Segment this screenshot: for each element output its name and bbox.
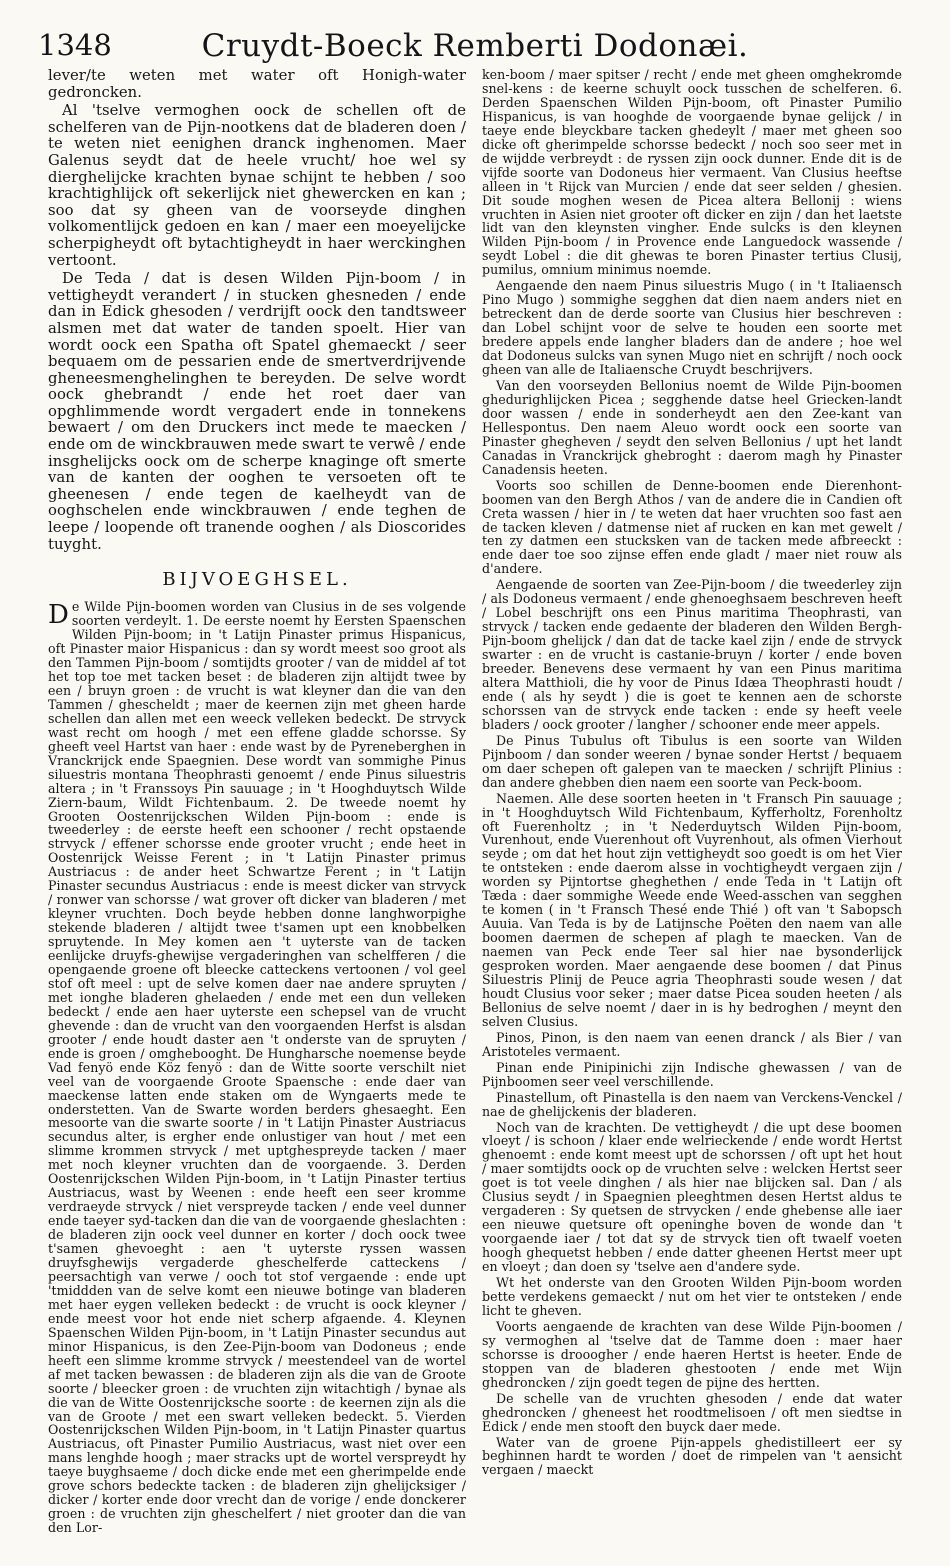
paragraph: Water van de groene Pijn-appels ghedistilleert eer sy beghinnen hardt te worden / doet de rimpelen van 't aensicht vergaen / maeckt bbox=[482, 1434, 902, 1478]
addendum-paragraph: De Wilde Pijn-boomen worden van Clusius in de ses volgende soorten verdeylt. 1. De eerste noemt hy Eersten Spaenschen Wilden Pijn-boom; in 't Latijn Pinaster primus Hispanicus, oft Pinaster maior Hispanicus : dan sy wordt meest soo groot als den Tammen Pijn-boom / somtijdts grooter / van de middel af tot het top toe met tacken beset : de bladeren zijn altijdt twee by een / bruyn groen : de vrucht is wat kleyner dan die van den Tammen / ghescheldt ; maer de keernen zijn met gheen harde schellen dan allen met een weeck velleken bedeckt. De strvyck wast recht om hoogh / met een effene gladde schorsse. Sy gheeft veel Hartst van haer : ende wast by de Pyreneberghen in Vranckrijck ende Spaegnien. Dese wordt van sommighe Pinus siluestris montana Theophrasti genoemt / ende Pinus siluestris altera ; in 't Franssoys Pin sauuage ; in 't Hooghduytsch Wilde Ziern-baum, Wildt Fichtenbaum. 2. De tweede noemt hy Grooten Oostenrijckschen Wilden Pijn-boom : ende is tweederley : de eerste heeft een schooner / recht opstaende strvyck / effener schorsse ende grooter vrucht ; ende heet in Oostenrijck Weisse Ferent ; in 't Latijn Pinaster primus Austriacus : de ander heet Schwartze Ferent ; in 't Latijn Pinaster secundus Austriacus : ende is meest dicker van strvyck / ronwer van schorsse / wat grover oft dicker van bladeren / met kleyner vruchten. Doch beyde hebben donne langhworpighe stekende bladeren / altijdt twee t'samen upt een knobbelken spruytende. In Mey komen aen 't uyterste van de tacken eenlijcke druyfs-ghewijse vergaderinghen van schelfferen / die opengaende groene oft bleecke catteckens vertoonen / vol geel stof oft meel : upt de selve komen daer nae andere spruyten / met ionghe bladeren ghelaeden / ende met een dun velleken bedeckt / ende aen haer uyterste een schepsel van de vrucht ghevende : dan de vrucht van den voorgaenden Herfst is alsdan grooter / ende houdt daster aen 't onderste van de spruyten / ende is groen / omghebooght. De Hungharsche noemense beyde Vad fenyö ende Köz fenyö : dan de Witte soorte verschilt niet veel van de voorgaende Groote Spaensche : ende daer van maeckense latten ende staken om de Wyngaerts mede te onderstetten. Van de Swarte worden berders ghesaeght. Een mesoorte van die swarte soorte / in 't Latijn Pinaster Austriacus secundus alter, is ergher ende onlustiger van hout / met een slimme krommen strvyck / met uptghespreyde tacken / maer met noch kleyner vruchten dan de voorgaende. 3. Derden Oostenrijckschen Wilden Pijn-boom, in 't Latijn Pinaster tertius Austriacus, wast by Weenen : ende heeft een seer kromme verdraeyde strvyck / niet verspreyde tacken / ende veel dunner ende taeyer syd-tacken dan die van de voorgaende gheslachten : de bladeren zijn oock veel dunner en korter / doch oock twee t'samen ghevoeght : aen 't uyterste ryssen wassen druyfsghewijs vergaderde gheschelferde catteckens / peersachtigh van verwe / ooch tot stof vergaende : ende upt 'tmiddden van de selve komt een nieuwe botinge van bladeren met haer eygen velleken bedeckt : de vrucht is oock kleyner / ende meest voor hot ende niet scherp afgaende. 4. Kleynen Spaenschen Wilden Pijn-boom, in 't Latijn Pinaster secundus aut minor Hispanicus, is den Zee-Pijn-boom van Dodoneus ; ende heeft een slimme kromme strvyck / meestendeel van de wortel af met tacken bewassen : de bladeren zijn als die van de Groote soorte / bleecker groen : de vruchten zijn witachtigh / bynae als die van de Witte Oostenrijcksche soorte : de keernen zijn als die van de Groote / met een swart velleken bedeckt. 5. Vierden Oostenrijckschen Wilden Pijn-boom, in 't Latijn Pinaster quartus Austriacus, oft Pinaster Pumilio Austriacus, wast niet over een mans lenghde hoogh ; maer stracks upt de wortel verspreydt hy taeye buyghsaeme / doch dicke ende met een gherimpelde ende grove schors bedeckte tacken : de bladeren zijn ghelijcksiger / dicker / korter ende door vrecht dan de vorige / ende donckerer groen : de vruchten zijn gheschelfert / niet grooter dan die van den Lor- bbox=[48, 599, 466, 1536]
paragraph: Van den voorseyden Bellonius noemt de Wilde Pijn-boomen ghedurighlijcken Picea ; segghende datse heel Griecken-landt door wassen / ende in sonderheydt aen den Zee-kant van Hellespontus. Den naem Aleuo wordt oock een soorte van Pinaster ghegheven / seydt den selven Bellonius / upt het landt Canadas in Vranckrijck ghebroght : daerom magh hy Pinaster Canadensis heeten. bbox=[482, 377, 902, 477]
paragraph: lever/te weten met water oft Honigh-water gedroncken. bbox=[48, 67, 466, 101]
left-column bbox=[48, 68, 466, 1537]
paragraph: Al 'tselve vermoghen oock de schellen oft de schelferen van de Pijn-nootkens dat de bladeren doen / te weten niet eenighen dranck inghenomen. Maer Galenus seydt dat de heele vrucht/ hoe wel sy dierghelijcke krachten bynae schijnt te hebben / soo krachtighlijck oft sekerlijck niet ghewercken en kan ; soo dat sy gheen van de voorseyde dinghen volkomentlijck gedoen en kan / maer een moeyelijcke scherpigheydt oft bytachtigheydt in haer werckinghen vertoont. bbox=[48, 102, 466, 269]
paragraph: De schelle van de vruchten ghesoden / ende dat water ghedroncken / gheneest het roodtmelisoen / oft men siedtse in Edick / ende men stooft den buyck daer mede. bbox=[482, 1390, 902, 1434]
page-header bbox=[0, 0, 950, 64]
paragraph: Pinastellum, oft Pinastella is den naem van Verckens-Venckel / nae de ghelijckenis der bladeren. bbox=[482, 1089, 902, 1119]
paragraph: De Teda / dat is desen Wilden Pijn-boom / in vettigheydt verandert / in stucken ghesneden / ende dan in Edick ghesoden / verdrijft oock den tandtsweer alsmen met dat water de tanden spoelt. Hier van wordt oock een Spatha oft Spatel ghemaeckt / seer bequaem om de pessarien ende de smertverdrijvende gheneesmenghelinghen te bereyden. De selve wordt oock ghebrandt / ende het roet daer van opghlimmende wordt vergadert ende in tonnekens bewaert / om den Druckers inct mede te maecken / ende om de winckbrauwen mede swart te verwê / ende insghelijcks oock om de scherpe knaginge oft smerte van de kanten der ooghen te versoeten oft te gheenesen / ende tegen de kaelheydt van de ooghschelen ende winckbrauwen / ende teghen de leepe / loopende oft tranende ooghen / als Dioscorides tuyght. bbox=[48, 270, 466, 553]
paragraph: Noch van de krachten. De vettigheydt / die upt dese boomen vloeyt / is schoon / klaer ende welrieckende / ende wordt Hertst ghenoemt : ende komt meest upt de schorssen / oft upt het hout / maer somtijdts oock op de vruchten selve : welcken Hertst seer goet is tot veele dinghen / als hier nae blijcken sal. Dan / als Clusius seydt / in Spaegnien pleeghtmen desen Hertst aldus te vergaderen : Sy quetsen de strvycken / ende ghebense alle iaer een nieuwe quetsure oft openinghe boven de wonde dan 't voorgaende iaer / tot dat sy de strvyck tien oft twaelf voeten hoogh ghequetst hebben / ende datter gheenen Hertst meer upt en vloeyt ; dan doen sy 'tselve aen d'andere syde. bbox=[482, 1119, 902, 1275]
page-number: 1348 bbox=[38, 28, 112, 62]
paragraph: Aengaende den naem Pinus siluestris Mugo ( in 't Italiaensch Pino Mugo ) sommighe segghen dat dien naem anders niet en betreckent dan de derde soorte van Clusius hier beschreven : dan Lobel schijnt voor de selve te houden een soorte met bredere appels ende langher bladers dan de andere ; hoe wel dat Dodoneus sulcks van synen Mugo niet en schrijft / noch oock gheen van alle de Italiaensche Cruydt beschrijvers. bbox=[482, 278, 902, 378]
paragraph: Wt het onderste van den Grooten Wilden Pijn-boom worden bette verdekens gemaeckt / nut om het vier te ontsteken / ende licht te gheven. bbox=[482, 1275, 902, 1318]
right-column bbox=[482, 68, 902, 1479]
running-title: Cruydt-Boeck Remberti Dodonæi. bbox=[201, 28, 749, 64]
paragraph: Voorts soo schillen de Denne-boomen ende Dierenhont-boomen van den Bergh Athos / van de andere die in Candien oft Creta wassen / hier in / te weten dat haer vruchten soo fast aen de tacken kleven / datmense niet af rucken en kan met gewelt / ten zy datmen een stucksken van de tacken mede afbreeckt : ende daer toe soo zijnse effen ende gladt / maer niet rouw als d'andere. bbox=[482, 477, 902, 577]
paragraph: ken-boom / maer spitser / recht / ende met gheen omghekromde snel-kens : de keerne schuylt oock tusschen de schelferen. 6. Derden Spaenschen Wilden Pijn-boom, oft Pinaster Pumilio Hispanicus, is van hooghde de voorgaende bynae gelijck / in taeye ende bleyckbare tacken ghedeylt / maer met gheen soo dicke oft gherimpelde schorsse bedeckt / noch soo seer met in de wijdde verbreydt : de ryssen zijn oock dunner. Ende dit is de vijfde soorte van Dodoneus hier vermaent. Van Clusius heeftse alleen in 't Rijck van Murcien / ende dat seer selden / ghesien. Dit soude moghen wesen de Picea altera Bellonij : wiens vruchten in Asien niet grooter oft dicker en zijn / dan het laetste lidt van den kleynsten vingher. Ende sulcks is den kleynen Wilden Pijn-boom / in Provence ende Languedock wassende / seydt Lobel : die dit ghewas te boren Pinaster tertius Clusij, pumilus, omnium minimus noemde. bbox=[482, 67, 902, 278]
paragraph: Voorts aengaende de krachten van dese Wilde Pijn-boomen / sy vermoghen al 'tselve dat de Tamme doen : maer haer schorsse is drooogher / ende haeren Hertst is heeter. Ende de stoppen van de bladeren ghestooten / ende met Wijn ghedroncken / zijn goedt tegen de pijne des hertten. bbox=[482, 1318, 902, 1390]
paragraph: Aengaende de soorten van Zee-Pijn-boom / die tweederley zijn / als Dodoneus vermaent / ende ghenoeghsaem beschreven heeft / Lobel beschrijft ons een Pinus maritima Theophrasti, van strvyck / tacken ende gedaente der bladeren den Wilden Bergh-Pijn-boom ghelijck / dan dat de tacke kael zijn / ende de strvyck swarter : en de vrucht is castanie-bruyn / korter / ende boven breeder. Benevens dese vermaent hy van een Pinus maritima altera Matthioli, die hy voor de Pinus Idæa Theophrasti houdt / ende ( als hy seydt ) die is goet te kennen aen de schorste schorssen van de strvyck ende tacken : ende sy heeft veele bladers / oock grooter / langher / schooner ende meer appels. bbox=[482, 577, 902, 732]
paragraph: Pinan ende Pinipinichi zijn Indische ghewassen / van de Pijnboomen seer veel verschillende. bbox=[482, 1059, 902, 1089]
paragraph: De Pinus Tubulus oft Tibulus is een soorte van Wilden Pijnboom / dan sonder weeren / bynae sonder Hertst / bequaem om daer schepen oft galepen van te maecken / schrijft Plinius : dan andere ghebben dien naem een soorte van Peck-boom. bbox=[482, 732, 902, 790]
paragraph: Pinos, Pinon, is den naem van eenen dranck / als Bier / van Aristoteles vermaent. bbox=[482, 1029, 902, 1059]
section-heading: BIJVOEGHSEL. bbox=[162, 569, 352, 591]
paragraph: Naemen. Alle dese soorten heeten in 't Fransch Pin sauuage ; in 't Hooghduytsch Wild Fichtenbaum, Kyfferholtz, Forenholtz oft Fuerenholtz ; in 't Nederduytsch Wilden Pijn-boom, Vurenhout, ende Vuerenhout oft Vuyrenhout, als ofmen Vierhout seyde ; om dat het hout zijn vettigheydt soo goedt is om het Vier te ontsteken : ende daerom alsse in vochtigheydt vergaen zijn / worden sy Pijntortse gheghethen / ende Teda in 't Latijn oft Tæda : daer sommighe Weede ende Weed-asschen van segghen te komen ( in 't Fransch Thesé ende Thié ) oft van 't Sabopsch Auuia. Van Teda is by de Latijnsche Poëten den naem van alle boomen daermen de schepen af plagh te maecken. Van de naemen van Peck ende Teer sal hier nae bysonderlijck gesproken worden. Maer aengaende dese boomen / dat Pinus Siluestris Plinij de Peuce agria Theophrasti soude wesen / dat houdt Clusius voor seker ; maer datse Picea souden heeten / als Bellonius de selve noemt / daer in is hy bedroghen / meynt den selven Clusius. bbox=[482, 790, 902, 1029]
